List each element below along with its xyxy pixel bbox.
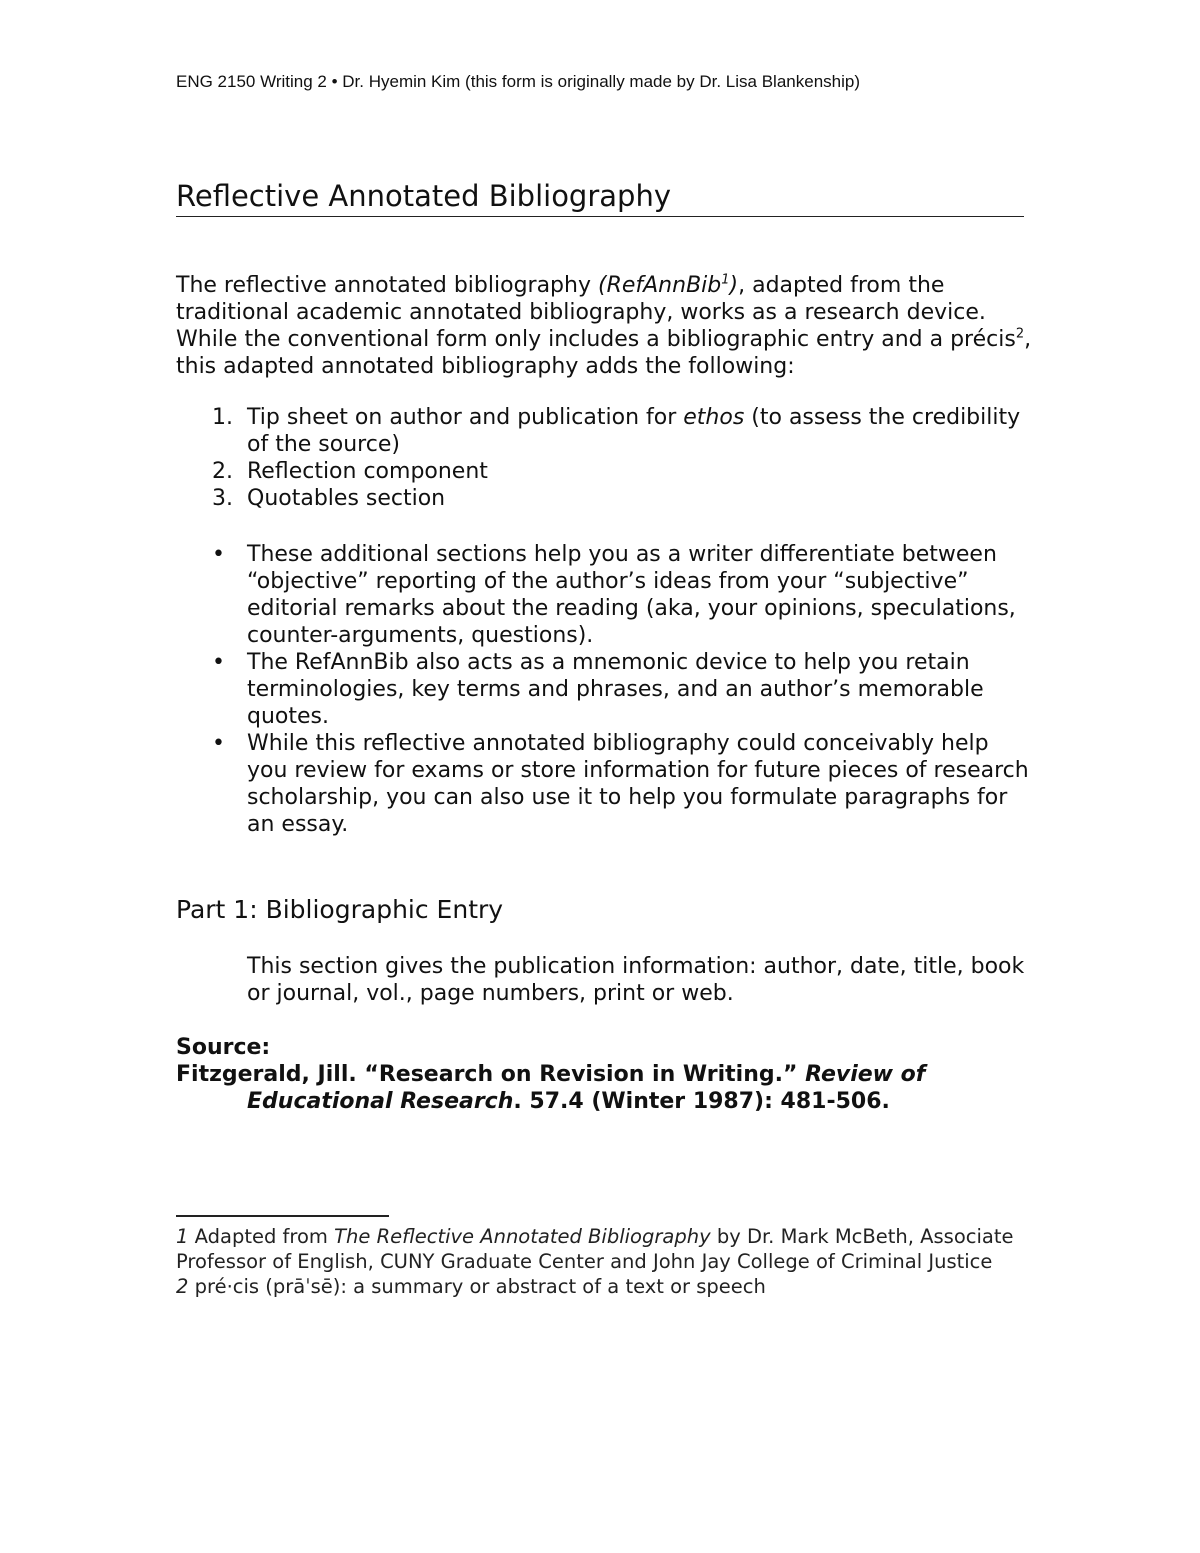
bullet-text: The RefAnnBib also acts as a mnemonic device to help you retain terminologies, key terms and phrases, and an author’s memorable quotes.	[247, 650, 984, 729]
footnote-ref-1[interactable]: 1	[721, 272, 730, 288]
footnote-1	[176, 1224, 1036, 1274]
source-label: Source:	[176, 1035, 271, 1060]
list-item	[176, 458, 1036, 485]
citation-entry	[176, 1061, 1036, 1115]
refannbib-term-close: )	[729, 273, 739, 298]
bullet-icon: •	[212, 542, 225, 567]
intro-text-1: The reflective annotated bibliography	[176, 273, 598, 298]
course-header: ENG 2150 Writing 2 • Dr. Hyemin Kim (this form is originally made by Dr. Lisa Blankenship)	[176, 72, 860, 91]
refannbib-term-text: (RefAnnBib	[597, 273, 722, 298]
list-item-text-after: (to assess the credibility of the source)	[247, 405, 1021, 457]
list-item-text: Reflection component	[247, 459, 488, 484]
footnote-ref-2[interactable]: 2	[1015, 326, 1025, 342]
bullet-list	[176, 541, 1036, 838]
bullet-item	[176, 649, 1036, 730]
citation-details: . 57.4 (Winter 1987): 481-506.	[513, 1089, 890, 1114]
list-number: 2.	[212, 459, 233, 484]
footnote-title: The Reflective Annotated Bibliography	[334, 1225, 711, 1248]
bullet-item	[176, 730, 1036, 838]
footnote-separator	[176, 1215, 389, 1217]
bullet-text: These additional sections help you as a writer differentiate between “objective” reporting of the author’s ideas from your “subjective” editorial remarks about the reading (aka, your opinions, speculations, counter-arguments, questions).	[247, 542, 1016, 648]
list-item-text: Tip sheet on author and publication for	[247, 405, 684, 430]
list-item	[176, 404, 1036, 458]
footnote-number: 2	[176, 1275, 189, 1298]
part1-description: This section gives the publication information: author, date, title, book or journal, vol., page numbers, print or web.	[247, 954, 1025, 1006]
intro-text-3: , this adapted annotated bibliography adds the following:	[176, 327, 1032, 379]
page-title: Reflective Annotated Bibliography	[176, 178, 1024, 217]
intro-text-2: , adapted from the traditional academic annotated bibliography, works as a research device. While the conventional form only includes a bibliographic entry and a précis	[176, 273, 1016, 352]
bullet-text: While this reflective annotated bibliography could conceivably help you review for exams or store information for future pieces of research scholarship, you can also use it to help you formulate paragraphs for an essay.	[247, 731, 1029, 837]
footnote-text-after: by Dr. Mark McBeth, Associate Professor of English, CUNY Graduate Center and John Jay College of Criminal Justice	[176, 1225, 1014, 1273]
footnote-number: 1	[176, 1225, 189, 1248]
footnote-2	[176, 1274, 1036, 1299]
footnotes	[176, 1224, 1036, 1299]
list-number: 1.	[212, 405, 233, 430]
footnote-text: pré·cis (prāˈsē): a summary or abstract of a text or speech	[188, 1275, 766, 1298]
intro-paragraph	[176, 272, 1036, 380]
list-item-text: Quotables section	[247, 486, 446, 511]
list-item-emphasis: ethos	[683, 405, 745, 430]
bullet-icon: •	[212, 731, 225, 756]
bullet-item	[176, 541, 1036, 649]
citation-journal: Review of Educational Research	[247, 1062, 926, 1114]
list-item	[176, 485, 1036, 512]
numbered-list	[176, 404, 1036, 512]
bullet-icon: •	[212, 650, 225, 675]
footnote-text: Adapted from	[188, 1225, 335, 1248]
source-citation	[176, 1034, 1036, 1115]
citation-author-title: Fitzgerald, Jill. “Research on Revision in Writing.”	[176, 1062, 806, 1087]
refannbib-term	[598, 273, 738, 298]
part1-heading: Part 1: Bibliographic Entry	[176, 895, 504, 924]
list-number: 3.	[212, 486, 233, 511]
